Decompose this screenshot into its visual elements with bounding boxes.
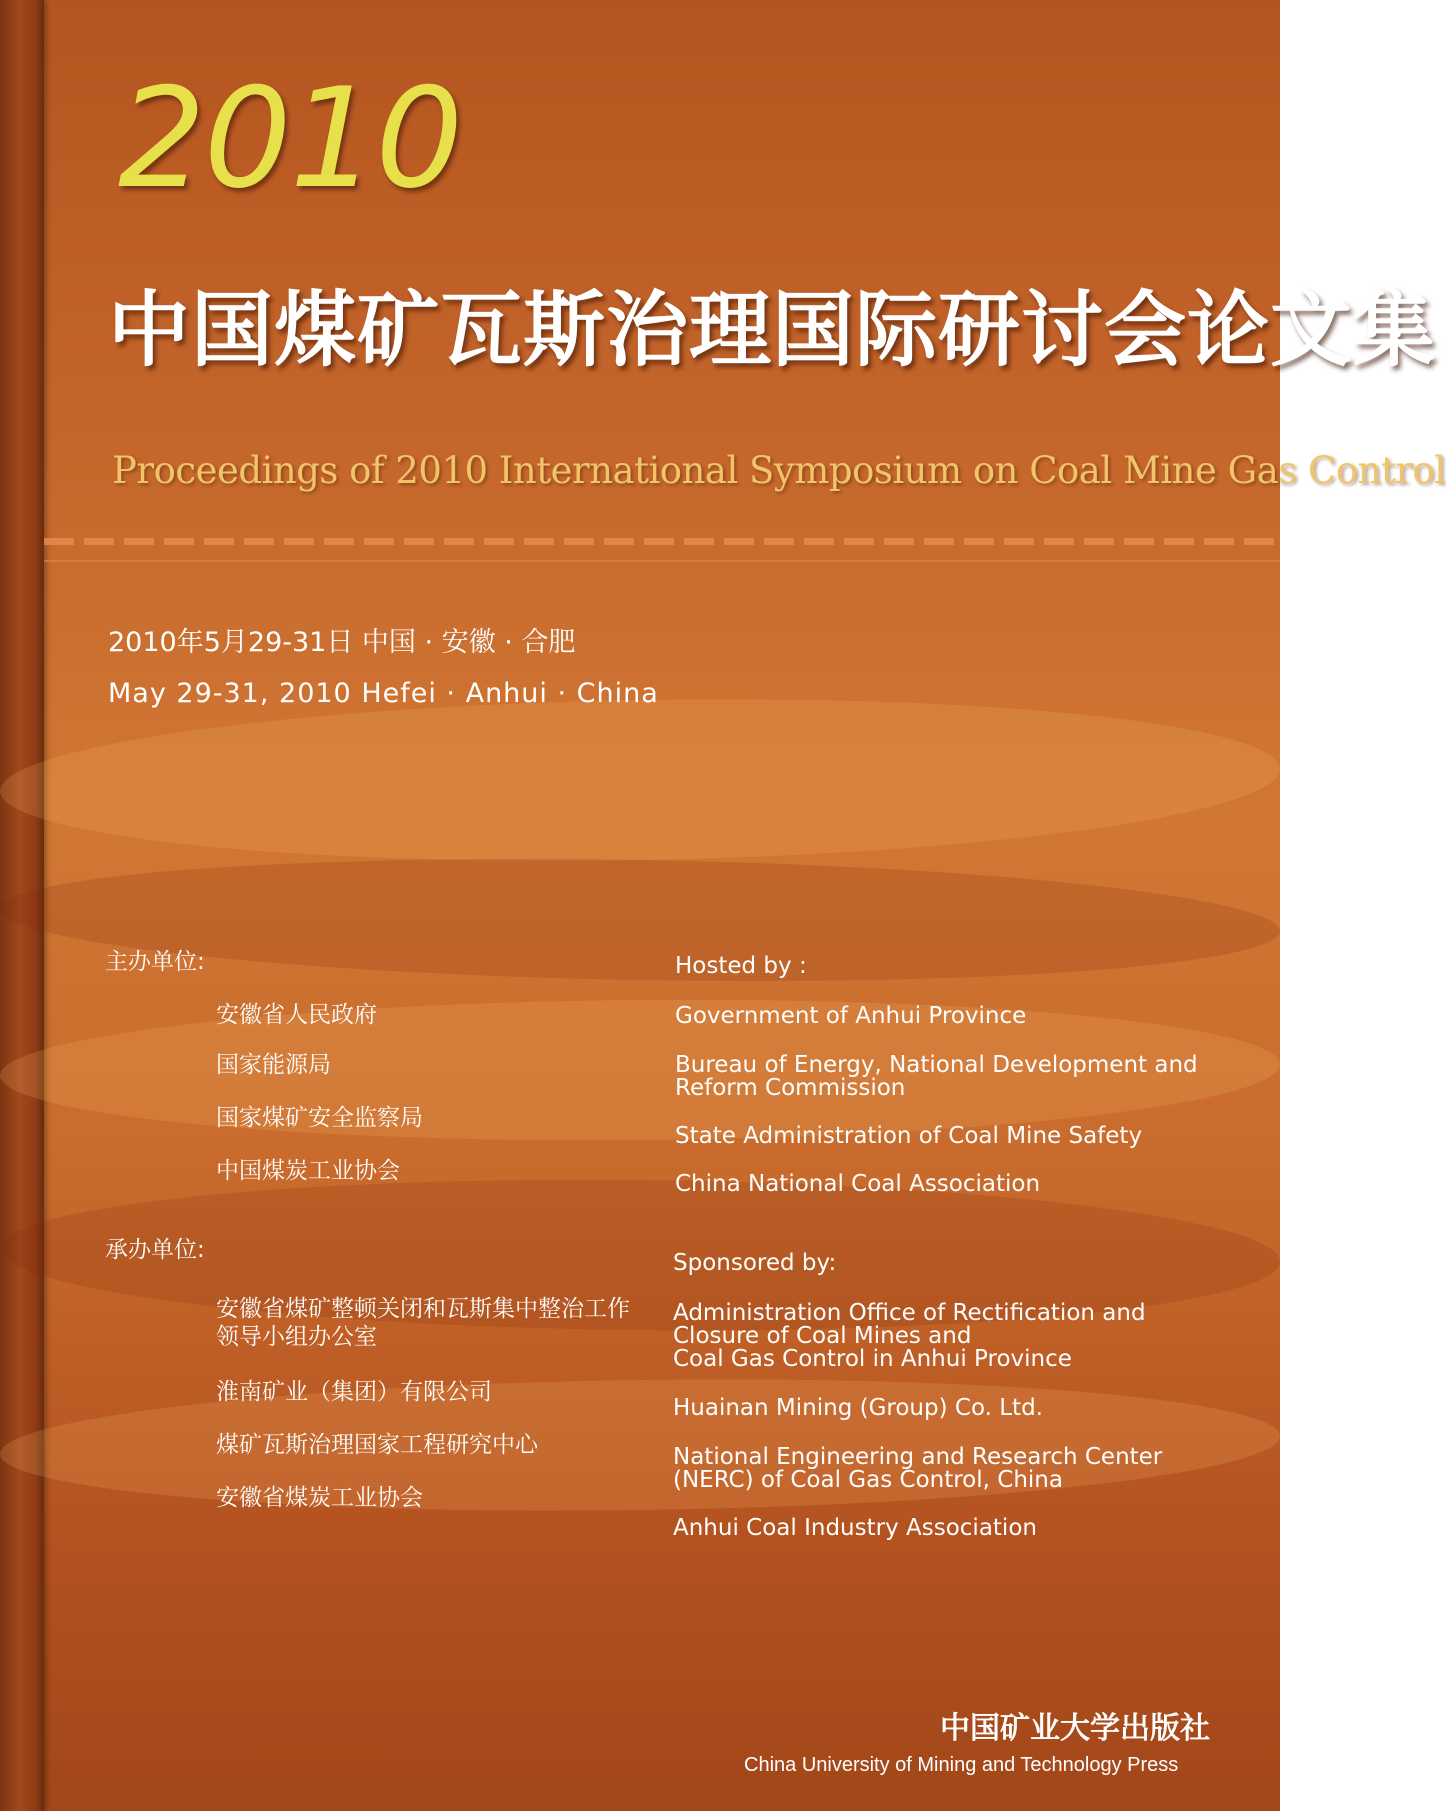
divider-line bbox=[44, 560, 1280, 562]
host-en-item: China National Coal Association bbox=[675, 1171, 1041, 1197]
sponsor-en-item: Closure of Coal Mines and bbox=[673, 1323, 972, 1349]
sponsor-cn-item: 安徽省煤矿整顿关闭和瓦斯集中整治工作 bbox=[216, 1296, 630, 1322]
host-cn-item: 国家煤矿安全监察局 bbox=[216, 1105, 423, 1131]
host-cn-item: 国家能源局 bbox=[216, 1052, 331, 1078]
host-en-item: Reform Commission bbox=[675, 1075, 906, 1101]
title-english: Proceedings of 2010 International Symposium on Coal Mine Gas Control bbox=[112, 449, 1446, 492]
sponsor-en-item: (NERC) of Coal Gas Control, China bbox=[673, 1467, 1063, 1493]
sponsor-en-item: Administration Office of Rectification and bbox=[673, 1300, 1146, 1326]
sponsor-en-item: National Engineering and Research Center bbox=[673, 1444, 1163, 1470]
sponsor-en-item: Anhui Coal Industry Association bbox=[673, 1515, 1037, 1541]
sponsor-cn-item: 煤矿瓦斯治理国家工程研究中心 bbox=[216, 1432, 538, 1458]
sponsor-cn-item: 领导小组办公室 bbox=[216, 1324, 377, 1350]
sponsor-cn-item: 淮南矿业（集团）有限公司 bbox=[216, 1379, 492, 1405]
host-en-item: State Administration of Coal Mine Safety bbox=[675, 1123, 1143, 1149]
publisher-english: China University of Mining and Technology Press bbox=[744, 1754, 1179, 1776]
host-cn-item: 中国煤炭工业协会 bbox=[216, 1158, 400, 1184]
hosted-label-en: Hosted by : bbox=[675, 953, 807, 979]
date-location-chinese: 2010年5月29-31日 中国 · 安徽 · 合肥 bbox=[108, 627, 576, 658]
sponsor-en-item: Huainan Mining (Group) Co. Ltd. bbox=[673, 1395, 1043, 1421]
date-location-english: May 29-31, 2010 Hefei · Anhui · China bbox=[108, 678, 659, 709]
host-en-item: Government of Anhui Province bbox=[675, 1003, 1027, 1029]
cover-year: 2010 bbox=[118, 58, 462, 219]
host-cn-item: 安徽省人民政府 bbox=[216, 1002, 377, 1028]
dashed-divider bbox=[44, 538, 1280, 545]
decorative-wave bbox=[0, 689, 1281, 871]
hosted-label-cn: 主办单位: bbox=[105, 949, 205, 975]
publisher-chinese: 中国矿业大学出版社 bbox=[940, 1711, 1210, 1746]
host-en-item: Bureau of Energy, National Development and bbox=[675, 1052, 1198, 1078]
sponsor-cn-item: 安徽省煤炭工业协会 bbox=[216, 1485, 423, 1511]
sponsored-label-cn: 承办单位: bbox=[105, 1237, 205, 1263]
sponsored-label-en: Sponsored by: bbox=[673, 1250, 837, 1276]
sponsor-en-item: Coal Gas Control in Anhui Province bbox=[673, 1346, 1072, 1372]
title-chinese: 中国煤矿瓦斯治理国际研讨会论文集 bbox=[108, 283, 1437, 378]
